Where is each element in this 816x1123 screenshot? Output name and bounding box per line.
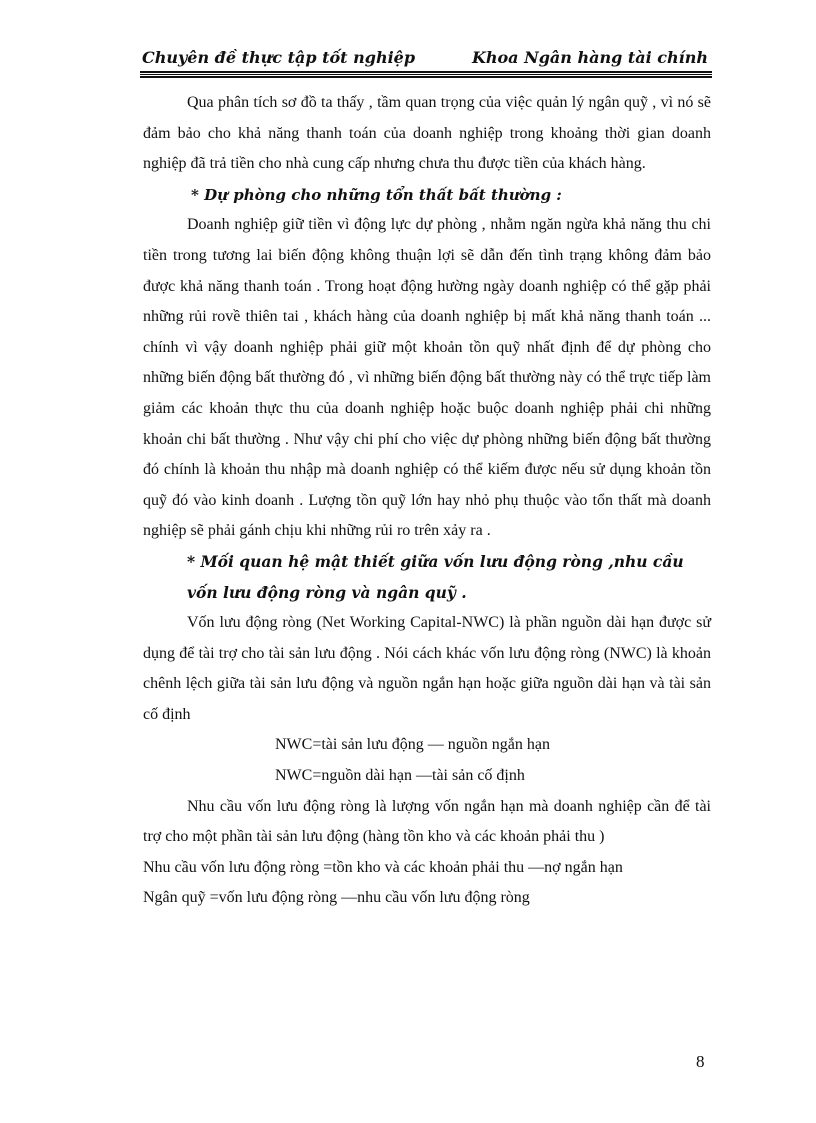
formula-nwc-2: NWC=nguồn dài hạn —tài sản cố định xyxy=(275,767,525,785)
formula-nwc-1: NWC=tài sản lưu động — nguồn ngắn hạn xyxy=(275,736,550,754)
section-heading-contingency: * Dự phòng cho những tổn thất bất thường : xyxy=(191,185,562,204)
paragraph-nwc-definition: Vốn lưu động ròng (Net Working Capital-NWC) là phần nguồn dài hạn được sử dụng để tài trợ cho tài sản lưu động . Nói cách khác vốn lưu động ròng (NWC) là khoản chênh lệch giữa tài sản lưu động và nguồn ngắn hạn hoặc giữa nguồn dài hạn và tài sản cố định xyxy=(143,614,711,723)
header-right-title: Khoa Ngân hàng tài chính xyxy=(471,48,708,67)
paragraph-nwc-need: Nhu cầu vốn lưu động ròng là lượng vốn ngắn hạn mà doanh nghiệp cần để tài trợ cho một phần tài sản lưu động (hàng tồn kho và các khoản phải thu ) xyxy=(143,797,711,846)
page-number: 8 xyxy=(696,1052,705,1071)
formula-treasury: Ngân quỹ =vốn lưu động ròng —nhu cầu vốn lưu động ròng xyxy=(143,889,530,907)
header-left-title: Chuyên đề thực tập tốt nghiệp xyxy=(142,48,416,67)
formula-nwc-need: Nhu cầu vốn lưu động ròng =tồn kho và các khoản phải thu —nợ ngắn hạn xyxy=(143,858,623,876)
header-rule-bottom xyxy=(140,76,712,78)
header-rule-top xyxy=(140,71,712,73)
paragraph-intro: Qua phân tích sơ đồ ta thấy , tầm quan trọng của việc quản lý ngân quỹ , vì nó sẽ đảm bảo cho khả năng thanh toán của doanh nghiệp trong khoảng thời gian doanh nghiệp đã trả tiền cho nhà cung cấp nhưng chưa thu được tiền của khách hàng. xyxy=(143,94,711,173)
page-header xyxy=(140,46,710,70)
section-heading-relationship: * Mối quan hệ mật thiết giữa vốn lưu động ròng ,nhu cầu vốn lưu động ròng và ngân quỹ . xyxy=(187,551,684,602)
page-body xyxy=(143,88,711,914)
header-rule-middle xyxy=(140,74,712,75)
paragraph-contingency: Doanh nghiệp giữ tiền vì động lực dự phòng , nhằm ngăn ngừa khả năng thu chi tiền trong tương lai biến động không thuận lợi sẽ dẫn đến tình trạng không đảm bảo được khả năng thanh toán . Trong hoạt động hường ngày doanh nghiệp có thể gặp phải những rủi rovề thiên tai , khách hàng của doanh nghiệp bị mất khả năng thanh toán ... chính vì vậy doanh nghiệp phải giữ một khoản tồn quỹ nhất định để dự phòng cho những biến động bất thường đó , vì những biến động bất thường này có thể trực tiếp làm giảm các khoản thực thu của doanh nghiệp hoặc buộc doanh nghiệp phải chi những khoản chi bất thường . Như vậy chi phí cho việc dự phòng những biến động bất thường đó chính là khoản thu nhập mà doanh nghiệp có thể kiếm được nếu sử dụng khoản tồn quỹ đó vào kinh doanh . Lượng tồn quỹ lớn hay nhỏ phụ thuộc vào tổn thất mà doanh nghiệp sẽ phải gánh chịu khi những rủi ro trên xảy ra . xyxy=(143,216,711,540)
